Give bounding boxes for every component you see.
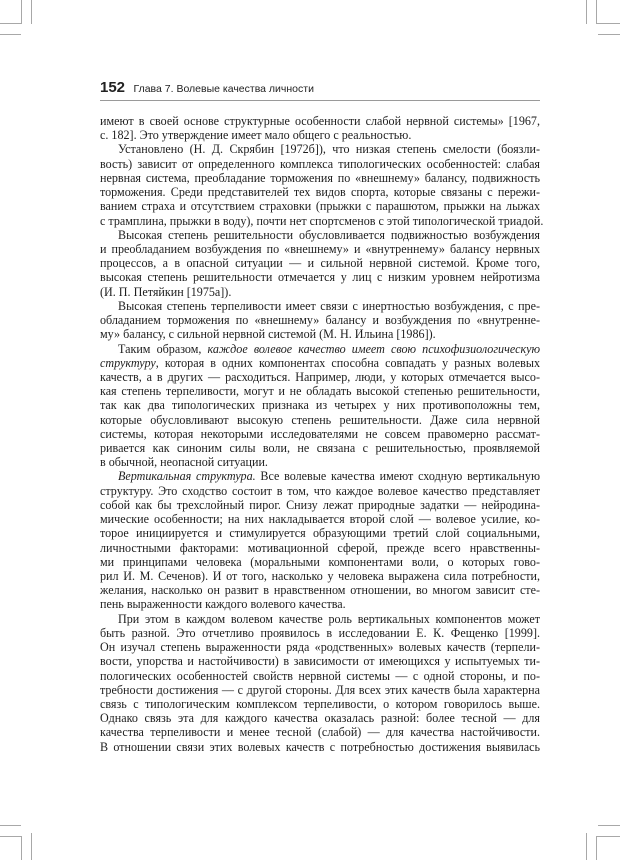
text-segment: му» балансу, с сильной нервной системой (М. Н. Ильина [1986]). — [100, 327, 436, 342]
text-line — [100, 484, 540, 498]
text-line — [100, 256, 540, 270]
text-segment: кая степень терпеливости, могут и не обладать высокой степенью решительности, — [100, 384, 540, 399]
crop-mark — [596, 0, 597, 24]
text-segment: (И. П. Петяйкин [1975а]). — [100, 284, 232, 299]
text-line — [100, 640, 540, 654]
text-segment: ванием страха и отсутствием страховки (прыжки с парашютом, прыжки на лыжах — [100, 199, 540, 214]
crop-mark — [596, 836, 597, 860]
text-segment: желания, насколько он развит в нравственном отношении, во многом зависит сте- — [100, 583, 540, 598]
text-line — [100, 185, 540, 199]
text-segment: рил И. М. Сеченов). И от того, насколько у человека выражена сила потребности, — [100, 569, 540, 583]
text-segment: Он изучал степень выраженности ряда «родственных» волевых качеств (терпели- — [100, 640, 540, 655]
text-segment: так как два типологических признака из четырех у них противоположны тем, — [100, 398, 540, 413]
text-line — [100, 171, 540, 185]
text-line — [100, 128, 540, 142]
text-segment: структуру. Это сходство состоит в том, что каждое волевое качество представляет — [100, 483, 540, 498]
text-segment: Высокая степень терпеливости имеет связи с инертностью возбуждения, с пре- — [118, 298, 540, 313]
text-line — [100, 356, 540, 370]
text-segment: системы, которая некоторыми исследователями не совсем правомерно рассмат- — [100, 426, 540, 441]
text-line — [100, 313, 540, 327]
text-segment: торое инициируется и стимулируется образующими третий слой социальными, — [100, 526, 540, 541]
text-segment: быть разной. Это отчетливо проявилось в исследовании Е. К. Фещенко [1999]. — [100, 625, 540, 640]
crop-mark — [0, 23, 21, 24]
text-line — [100, 569, 540, 583]
text-line — [100, 370, 540, 384]
text-segment: качеств, а в других — расходиться. Например, люди, у которых отмечается высо- — [100, 369, 540, 384]
text-line — [100, 327, 540, 341]
text-segment: вость) зависит от определенного комплекса типологических особенностей: слабая — [100, 156, 540, 171]
text-segment: В отношении связи этих волевых качеств с потребностью достижения выявилась — [100, 739, 540, 754]
crop-mark — [31, 0, 32, 24]
text-line — [100, 697, 540, 711]
text-segment: торможения. Среди представителей тех видов спорта, которые связаны с пережи- — [100, 185, 540, 200]
text-segment: высокая степень решительности отмечается у лиц с низким уровнем нейротизма — [100, 270, 540, 285]
header-rule — [100, 100, 540, 101]
text-segment: нервная система, преобладание торможения по «внешнему» балансу, подвижность — [100, 170, 540, 185]
text-line — [100, 398, 540, 412]
text-line — [100, 270, 540, 284]
text-line — [100, 157, 540, 171]
text-segment: При этом в каждом волевом качестве роль вертикальных компонентов может — [118, 611, 540, 626]
crop-mark — [0, 836, 21, 837]
text-segment: Однако связь эта для каждого качества оказалась разной: более тесной — для — [100, 711, 540, 726]
text-line — [100, 469, 540, 483]
text-segment: ми принципами человека (моральными компонентами воли, о которых гово- — [100, 554, 540, 569]
running-header — [100, 79, 540, 99]
text-segment: Высокая степень решительности обусловливается подвижностью возбуждения — [118, 227, 540, 242]
text-segment: с трамплина, прыжки в воду), почти нет спортсменов с этой типологической триадой. — [100, 213, 544, 228]
text-line — [100, 555, 540, 569]
text-line — [100, 114, 540, 128]
text-line — [100, 242, 540, 256]
text-line — [100, 583, 540, 597]
crop-mark — [21, 0, 22, 24]
text-line — [100, 228, 540, 242]
text-line — [100, 541, 540, 555]
text-line — [100, 199, 540, 213]
crop-mark — [598, 34, 620, 35]
text-segment: Все волевые качества имеют сходную вертикальную — [255, 469, 540, 484]
text-segment: пологических особенностей свойств нервной системы — с одной стороны, и по- — [100, 668, 540, 683]
text-segment: личностными факторами: мотивационной сферой, прежде всего нравственны- — [100, 540, 540, 555]
text-line — [100, 597, 540, 611]
text-segment: которые обусловливают высокую степень решительности. Даже сила нервной — [100, 412, 540, 427]
text-line — [100, 654, 540, 668]
text-segment: пень выраженности каждого волевого качества. — [100, 597, 346, 612]
italic-text: каждое волевое качество имеет свою психофизиологическую — [207, 341, 540, 356]
text-segment: вости, упорства и настойчивости) в зависимости от имеющихся у испытуемых ти- — [100, 654, 540, 669]
text-line — [100, 626, 540, 640]
text-segment: с. 182]. Это утверждение имеет мало общего с реальностью. — [100, 128, 412, 143]
text-line — [100, 725, 540, 739]
text-line — [100, 142, 540, 156]
body-text — [100, 114, 544, 754]
crop-mark — [598, 825, 620, 826]
text-line — [100, 612, 540, 626]
crop-mark — [0, 825, 21, 826]
text-segment: имеют в своей основе структурные особенности слабой нервной системы» [1967, — [100, 114, 540, 128]
text-line — [100, 669, 540, 683]
text-segment: мические особенности; на них накладывается второй слой — волевое усилие, ко- — [100, 512, 540, 527]
crop-mark — [21, 836, 22, 860]
crop-mark — [596, 23, 620, 24]
text-line — [100, 427, 540, 441]
italic-text: структуру — [100, 355, 156, 370]
text-line — [100, 498, 540, 512]
text-line — [100, 213, 544, 228]
text-line — [100, 413, 540, 427]
crop-mark — [0, 34, 21, 35]
text-line — [100, 441, 540, 455]
crop-mark — [31, 833, 32, 860]
text-segment: Установлено (Н. Д. Скрябин [1972б]), что низкая степень смелости (боязли- — [118, 142, 540, 157]
text-line — [100, 711, 540, 725]
text-line — [100, 512, 540, 526]
text-line — [100, 285, 540, 299]
crop-mark — [586, 0, 587, 24]
text-segment: обладанием торможения по «внешнему» балансу и возбуждения по «внутренне- — [100, 313, 540, 328]
text-line — [100, 384, 540, 398]
text-segment: качества терпеливости и менее тесной (слабой) — для качества настойчивости. — [100, 725, 540, 740]
text-line — [100, 455, 540, 469]
text-segment: требности достижения — с другой стороны. Для всех этих качеств была характерна — [100, 682, 540, 697]
text-line — [100, 526, 540, 540]
text-segment: собой как бы трехслойный пирог. Снизу лежат природные задатки — нейродина- — [100, 497, 540, 512]
page-number: 152 — [100, 79, 126, 96]
crop-mark — [586, 833, 587, 860]
text-line — [100, 740, 540, 754]
text-segment: , которая в одних компонентах способна совпадать у разных волевых — [155, 355, 540, 370]
text-segment: в обычной, неопасной ситуации. — [100, 455, 268, 470]
italic-text: Вертикальная структура. — [118, 469, 256, 484]
text-line — [100, 683, 540, 697]
text-segment: ривается как синоним силы воли, не связана с решительностью, проявляемой — [100, 441, 540, 456]
text-line — [100, 342, 540, 356]
text-segment: Таким образом, — [118, 341, 208, 356]
chapter-title: Глава 7. Волевые качества личности — [133, 83, 314, 95]
text-segment: и преобладанием возбуждения по «внешнему» и «внутреннему» балансу нервных — [100, 241, 540, 256]
text-line — [100, 299, 540, 313]
crop-mark — [596, 836, 620, 837]
text-segment: процессов, а в опасной ситуации — и сильной нервной системой. Кроме того, — [100, 256, 540, 271]
text-segment: связь с типологическим комплексом терпеливости, о котором говорилось выше. — [100, 696, 540, 711]
